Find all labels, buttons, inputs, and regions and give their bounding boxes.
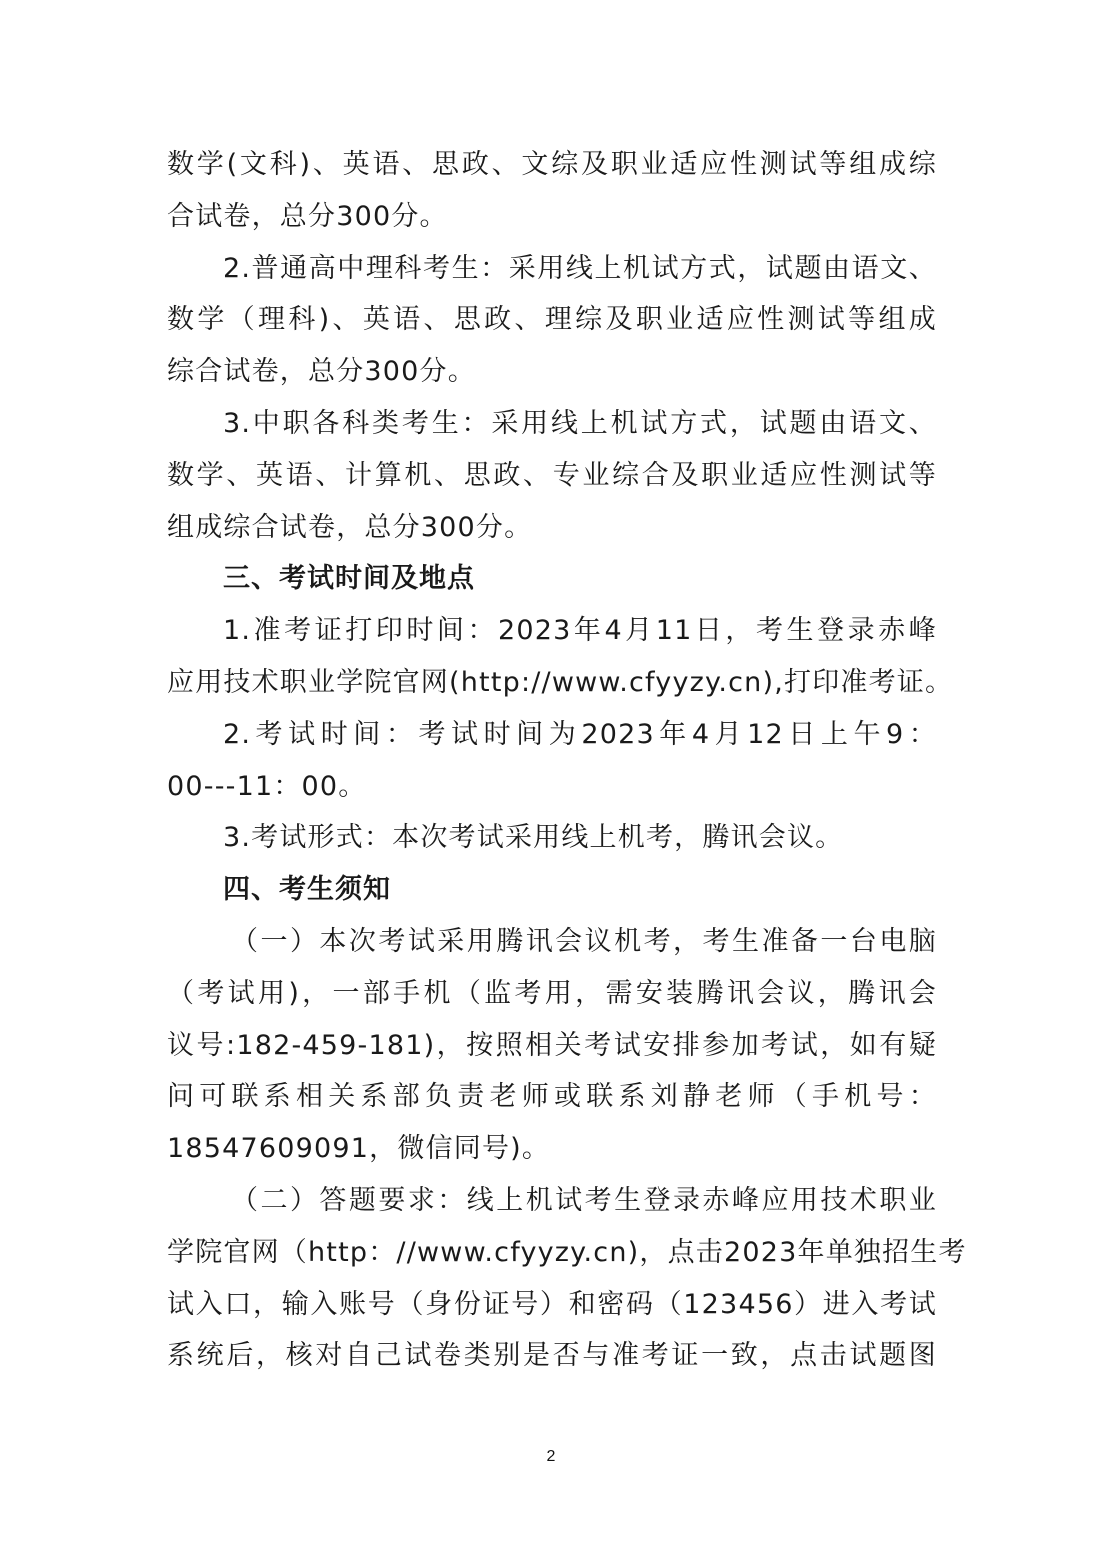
text-line: 3.中职各科类考生：采用线上机试方式，试题由语文、 <box>223 407 937 439</box>
text-line: 数学（理科)、英语、思政、理综及职业适应性测试等组成 <box>167 304 937 336</box>
text-line-with-url: 应用技术职业学院官网(http://www.cfyyzy.cn),打印准考证。 <box>167 666 954 698</box>
page-number: 2 <box>546 1448 556 1465</box>
paragraph-notice-2 <box>167 1175 967 1382</box>
text-line: 2.考试时间：考试时间为2023年4月12日上午9： <box>223 718 937 750</box>
text-line: 3.考试形式：本次考试采用线上机考，腾讯会议。 <box>223 822 844 854</box>
paragraph-exam-form <box>167 812 937 864</box>
paragraph-admission-ticket-print <box>167 605 954 709</box>
text-line: 00---11：00。 <box>167 770 367 802</box>
text-line: 组成综合试卷，总分300分。 <box>167 511 533 543</box>
text-line: （一）本次考试采用腾讯会议机考，考生准备一台电脑 <box>231 925 937 957</box>
text-line: 问可联系相关系部负责老师或联系刘静老师（手机号： <box>167 1081 937 1113</box>
text-line-with-url: 学院官网（http：//www.cfyyzy.cn)，点击2023年单独招生考 <box>167 1236 967 1268</box>
section-heading-exam-time-location: 三、考试时间及地点 <box>223 563 475 595</box>
paragraph-exam-time <box>167 709 937 813</box>
text-line: 合试卷，总分300分。 <box>167 200 448 232</box>
document-page <box>167 139 967 1382</box>
text-line: 综合试卷，总分300分。 <box>167 356 476 388</box>
paragraph-science-students <box>167 243 937 398</box>
text-line: （二）答题要求：线上机试考生登录赤峰应用技术职业 <box>231 1184 937 1216</box>
text-line: 数学、英语、计算机、思政、专业综合及职业适应性测试等 <box>167 459 937 491</box>
text-line: 数学(文科)、英语、思政、文综及职业适应性测试等组成综 <box>167 149 937 180</box>
text-line: （考试用)，一部手机（监考用，需安装腾讯会议，腾讯会 <box>167 977 937 1009</box>
text-line: 2.普通高中理科考生：采用线上机试方式，试题由语文、 <box>223 252 937 284</box>
text-line: 1.准考证打印时间：2023年4月11日，考生登录赤峰 <box>223 615 937 647</box>
paragraph-wenke-continuation <box>167 139 937 243</box>
paragraph-notice-1 <box>167 916 937 1175</box>
paragraph-vocational-students <box>167 398 937 553</box>
text-line: 试入口，输入账号（身份证号）和密码（123456）进入考试 <box>167 1288 937 1320</box>
section-heading-candidate-notice: 四、考生须知 <box>223 874 391 906</box>
text-line: 18547609091，微信同号)。 <box>167 1133 551 1165</box>
text-line: 系统后，核对自己试卷类别是否与准考证一致，点击试题图 <box>167 1340 937 1372</box>
text-line: 议号:182-459-181)，按照相关考试安排参加考试，如有疑 <box>167 1029 937 1061</box>
